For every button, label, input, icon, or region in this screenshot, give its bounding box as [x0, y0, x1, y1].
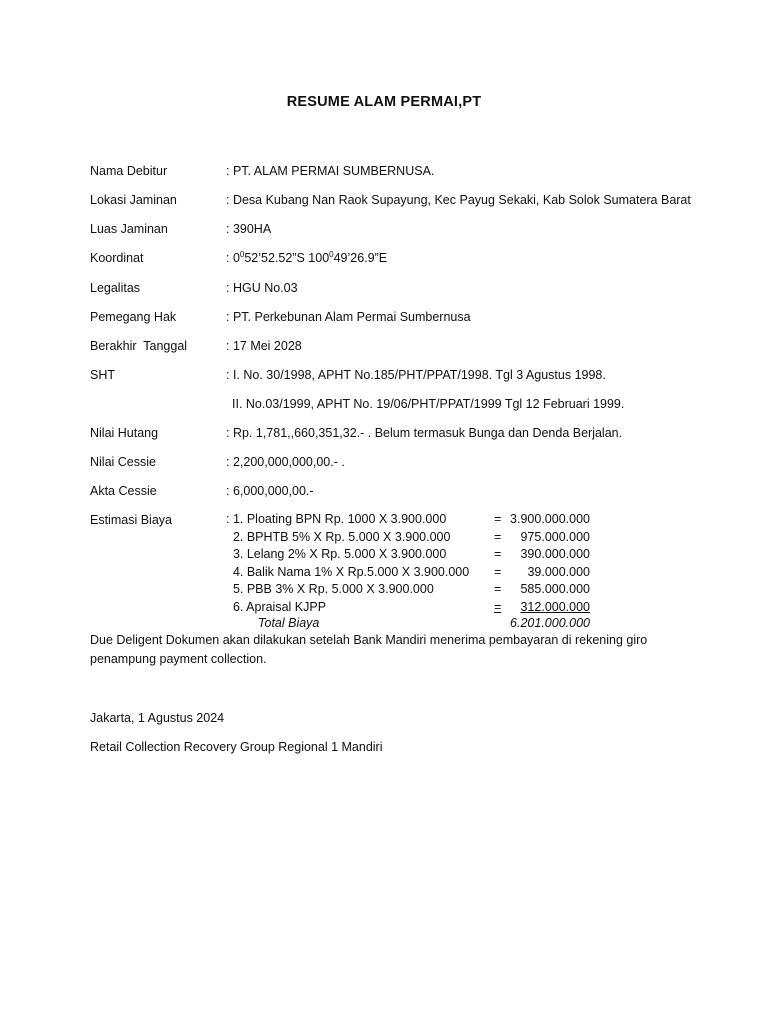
- field-label: Nilai Cessie: [90, 455, 156, 469]
- field-value: : PT. Perkebunan Alam Permai Sumbernusa: [226, 310, 471, 324]
- field-value: : Desa Kubang Nan Raok Supayung, Kec Payug Sekaki, Kab Solok Sumatera Barat: [226, 193, 691, 207]
- field-label: Legalitas: [90, 281, 141, 295]
- field-nama-debitur: [90, 162, 690, 180]
- field-label: Akta Cessie: [90, 484, 157, 498]
- cost-item: 3. Lelang 2% X Rp. 5.000 X 3.900.000 = 390.000.000: [226, 547, 590, 561]
- field-label: SHT: [90, 368, 115, 382]
- field-nilai-hutang: [90, 424, 690, 442]
- field-label: Nilai Hutang: [90, 426, 159, 440]
- field-value: : Rp. 1,781,,660,351,32.- . Belum termasuk Bunga dan Denda Berjalan.: [226, 426, 623, 440]
- field-value: II. No.03/1999, APHT No. 19/06/PHT/PPAT/1999 Tgl 12 Februari 1999.: [232, 397, 625, 411]
- field-akta-cessie: [90, 482, 690, 500]
- field-berakhir-tanggal: [90, 337, 690, 355]
- field-value: : HGU No.03: [226, 281, 298, 295]
- field-label: Pemegang Hak: [90, 310, 177, 324]
- field-value: : I. No. 30/1998, APHT No.185/PHT/PPAT/1998. Tgl 3 Agustus 1998.: [226, 368, 606, 382]
- cost-total: [0, 615, 768, 633]
- field-label: Nama Debitur: [90, 164, 168, 178]
- field-luas-jaminan: [90, 220, 690, 238]
- field-sht: [90, 366, 690, 384]
- signature-line: Retail Collection Recovery Group Regional 1 Mandiri: [90, 740, 383, 754]
- field-lokasi-jaminan: [90, 191, 690, 209]
- field-label: Berakhir Tanggal: [90, 339, 188, 353]
- cost-item: 2. BPHTB 5% X Rp. 5.000 X 3.900.000 = 975.000.000: [226, 529, 590, 544]
- field-value: : 17 Mei 2028: [226, 339, 302, 353]
- field-value: : $0^052’52.52”S$ $100^049’26.9”E$: [226, 250, 388, 265]
- total-label: Total Biaya: [258, 616, 320, 630]
- field-sht-continued: [90, 395, 690, 413]
- field-value: : 2,200,000,000,00.- .: [226, 455, 345, 469]
- total-amount: 6.201.000.000: [510, 616, 590, 630]
- field-value: : 6,000,000,00.-: [226, 484, 314, 498]
- cost-item: : 1. Ploating BPN Rp. 1000 X 3.900.000 = 3.900.000.000: [226, 512, 590, 526]
- field-label: Koordinat: [90, 251, 144, 265]
- note-paragraph: Due Deligent Dokumen akan dilakukan setelah Bank Mandiri menerima pembayaran di rekening giro penampung payment collection.: [90, 633, 648, 666]
- field-value: : PT. ALAM PERMAI SUMBERNUSA.: [226, 164, 435, 178]
- document-title: RESUME ALAM PERMAI,PT: [286, 94, 482, 110]
- field-label: Lokasi Jaminan: [90, 193, 177, 207]
- field-legalitas: [90, 279, 690, 297]
- field-label: Estimasi Biaya: [90, 513, 172, 527]
- cost-item: 4. Balik Nama 1% X Rp.5.000 X 3.900.000 = 39.000.000: [226, 564, 590, 579]
- field-value: : 390HA: [226, 222, 272, 236]
- field-nilai-cessie: [90, 453, 690, 471]
- cost-item: 6. Apraisal KJPP = 312.000.000: [226, 599, 590, 614]
- cost-item: 5. PBB 3% X Rp. 5.000 X 3.900.000 = 585.000.000: [226, 582, 590, 596]
- place-date: Jakarta, 1 Agustus 2024: [90, 711, 225, 725]
- field-koordinat: [90, 249, 690, 267]
- field-pemegang-hak: [90, 308, 690, 326]
- field-label: Luas Jaminan: [90, 222, 168, 236]
